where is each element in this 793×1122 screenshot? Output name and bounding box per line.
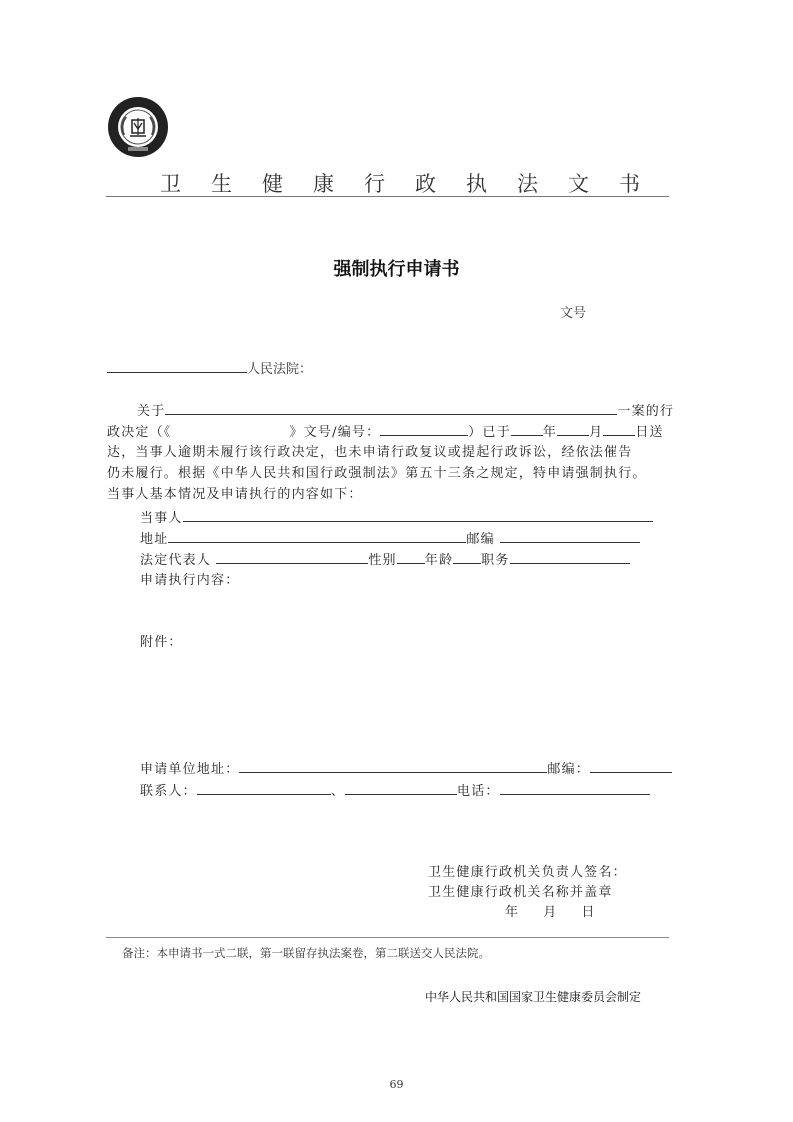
contact-row bbox=[140, 780, 650, 801]
applicant-address-input[interactable] bbox=[239, 758, 547, 773]
address-row bbox=[140, 528, 640, 549]
contact-separator: 、 bbox=[330, 784, 346, 799]
header-char: 政 bbox=[415, 172, 436, 196]
case-name-blank[interactable] bbox=[165, 400, 617, 415]
header-char: 健 bbox=[262, 172, 283, 196]
case-suffix: 一案的行 bbox=[617, 404, 675, 419]
position-input[interactable] bbox=[510, 549, 630, 564]
day-label: 日送 bbox=[635, 425, 664, 440]
legal-rep-label: 法定代表人 bbox=[140, 553, 212, 568]
position-label: 职务 bbox=[481, 553, 510, 568]
document-title: 强制执行申请书 bbox=[333, 259, 460, 280]
para-line-1 bbox=[107, 400, 702, 421]
address-input[interactable] bbox=[168, 528, 466, 543]
month-label: 月 bbox=[589, 425, 604, 440]
party-row bbox=[140, 507, 653, 528]
gender-label: 性别 bbox=[368, 553, 397, 568]
court-suffix: 人民法院： bbox=[247, 362, 313, 377]
day-blank[interactable] bbox=[603, 421, 635, 436]
page-number: 69 bbox=[389, 1078, 404, 1091]
document-number-label: 文号 bbox=[560, 306, 587, 321]
para-line-5: 当事人基本情况及申请执行的内容如下： bbox=[107, 487, 363, 502]
issuing-authority: 中华人民共和国国家卫生健康委员会制定 bbox=[425, 990, 642, 1004]
legal-rep-input[interactable] bbox=[216, 549, 368, 564]
contact-input-1[interactable] bbox=[197, 780, 331, 795]
header-title bbox=[160, 168, 640, 198]
age-input[interactable] bbox=[453, 549, 481, 564]
applicant-address-row bbox=[140, 758, 672, 779]
address-label: 地址 bbox=[140, 532, 169, 547]
court-name-blank[interactable] bbox=[107, 358, 247, 373]
phone-input[interactable] bbox=[500, 780, 650, 795]
health-inspection-seal-logo bbox=[106, 95, 170, 159]
signature-month-label: 月 bbox=[543, 905, 558, 920]
main-paragraph bbox=[107, 400, 702, 505]
served-on-label: ）已于 bbox=[468, 425, 511, 440]
para-line-4: 仍未履行。根据《中华人民共和国行政强制法》第五十三条之规定，特申请强制执行。 bbox=[107, 466, 647, 481]
header-char: 书 bbox=[619, 172, 640, 196]
header-char: 文 bbox=[568, 172, 589, 196]
content-label: 申请执行内容： bbox=[140, 573, 240, 588]
age-label: 年龄 bbox=[424, 553, 454, 568]
attachment-label: 附件： bbox=[140, 635, 183, 650]
header-divider bbox=[106, 196, 669, 197]
contact-label: 联系人： bbox=[140, 784, 197, 799]
signature-day-label: 日 bbox=[581, 905, 596, 920]
header-char: 行 bbox=[364, 172, 385, 196]
para-line-2 bbox=[107, 421, 702, 442]
signature-date bbox=[505, 902, 596, 923]
signature-line-2: 卫生健康行政机关名称并盖章 bbox=[428, 885, 613, 900]
applicant-postcode-input[interactable] bbox=[590, 758, 672, 773]
applicant-postcode-label: 邮编： bbox=[547, 762, 591, 777]
remark-note: 备注：本申请书一式二联，第一联留存执法案卷，第二联送交人民法院。 bbox=[122, 946, 490, 960]
doc-number-blank[interactable] bbox=[380, 421, 468, 436]
phone-label: 电话： bbox=[457, 784, 500, 799]
postcode-input[interactable] bbox=[500, 528, 640, 543]
signature-line-1: 卫生健康行政机关负责人签名： bbox=[428, 865, 627, 880]
header-char: 康 bbox=[313, 172, 334, 196]
header-char: 生 bbox=[211, 172, 232, 196]
gender-input[interactable] bbox=[397, 549, 425, 564]
header-char: 执 bbox=[466, 172, 487, 196]
contact-input-2[interactable] bbox=[345, 780, 457, 795]
signature-year-label: 年 bbox=[505, 905, 520, 920]
legal-rep-row bbox=[140, 549, 630, 570]
party-label: 当事人 bbox=[140, 511, 183, 526]
header-char: 卫 bbox=[160, 172, 181, 196]
postcode-label: 邮编 bbox=[466, 532, 495, 547]
year-blank[interactable] bbox=[511, 421, 543, 436]
applicant-address-label: 申请单位地址： bbox=[140, 762, 240, 777]
year-label: 年 bbox=[542, 425, 558, 440]
doc-number-label: 》文号/编号： bbox=[289, 425, 381, 440]
about-label: 关于 bbox=[137, 404, 166, 419]
header-char: 法 bbox=[517, 172, 538, 196]
para-line-3: 达，当事人逾期未履行该行政决定，也未申请行政复议或提起行政诉讼，经依法催告 bbox=[107, 445, 633, 460]
party-input[interactable] bbox=[183, 507, 653, 522]
decision-label: 政决定（《 bbox=[107, 425, 172, 440]
month-blank[interactable] bbox=[557, 421, 589, 436]
footer-divider bbox=[106, 937, 669, 938]
court-line bbox=[107, 358, 312, 381]
